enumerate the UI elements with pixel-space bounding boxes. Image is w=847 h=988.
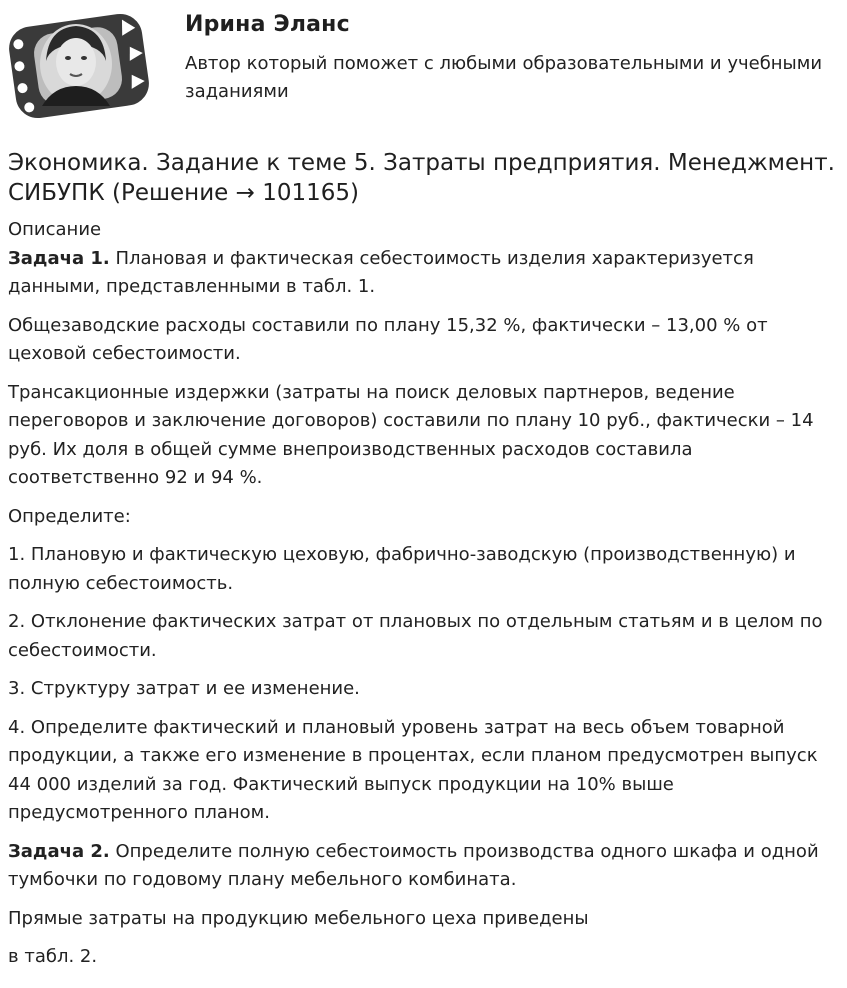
task1-label: Задача 1. bbox=[8, 247, 110, 269]
task1-paragraph bbox=[8, 245, 842, 302]
list-item: 4. Определите фактический и плановый уровень затрат на весь объем товарной продукции, а также его изменение в процентах, если планом предусмотрен выпуск 44 000 изделий за год. Фактический выпуск продукции на 10% выше предусмотренного планом. bbox=[8, 716, 818, 823]
author-description: Автор который поможет с любыми образовательными и учебными заданиями bbox=[185, 53, 823, 102]
author-name[interactable]: Ирина Эланс bbox=[185, 12, 350, 37]
paragraph-determine: Определите: bbox=[8, 505, 131, 527]
task2-label: Задача 2. bbox=[8, 840, 110, 862]
author-avatar[interactable] bbox=[6, 6, 152, 126]
task2-text: Определите полную себестоимость производства одного шкафа и одной тумбочки по годовому плану мебельного комбината. bbox=[8, 840, 819, 890]
description-label: Описание bbox=[8, 219, 102, 240]
list-item: 2. Отклонение фактических затрат от плановых по отдельным статьям и в целом по себестоимости. bbox=[8, 611, 823, 661]
task2-paragraph bbox=[8, 838, 842, 895]
paragraph-direct-costs: Прямые затраты на продукцию мебельного цеха приведены bbox=[8, 907, 589, 929]
list-item: 1. Плановую и фактическую цеховую, фабрично-заводскую (производственную) и полную себестоимость. bbox=[8, 544, 796, 594]
paragraph-overhead: Общезаводские расходы составили по плану 15,32 %, фактически – 13,00 % от цеховой себестоимости. bbox=[8, 314, 768, 364]
task-content bbox=[8, 216, 842, 982]
paragraph-transaction-costs: Трансакционные издержки (затраты на поиск деловых партнеров, ведение переговоров и заключение договоров) составили по плану 10 руб., фактически – 14 руб. Их доля в общей сумме внепроизводственных расходов составила соответственно 92 и 94 %. bbox=[8, 381, 814, 488]
page-title: Экономика. Задание к теме 5. Затраты предприятия. Менеджмент. СИБУПК (Решение → 101165) bbox=[8, 150, 835, 206]
author-header bbox=[0, 0, 847, 130]
task1-text: Плановая и фактическая себестоимость изделия характеризуется данными, представленными в табл. 1. bbox=[8, 247, 754, 297]
paragraph-table-ref: в табл. 2. bbox=[8, 946, 98, 967]
list-item: 3. Структуру затрат и ее изменение. bbox=[8, 678, 360, 699]
